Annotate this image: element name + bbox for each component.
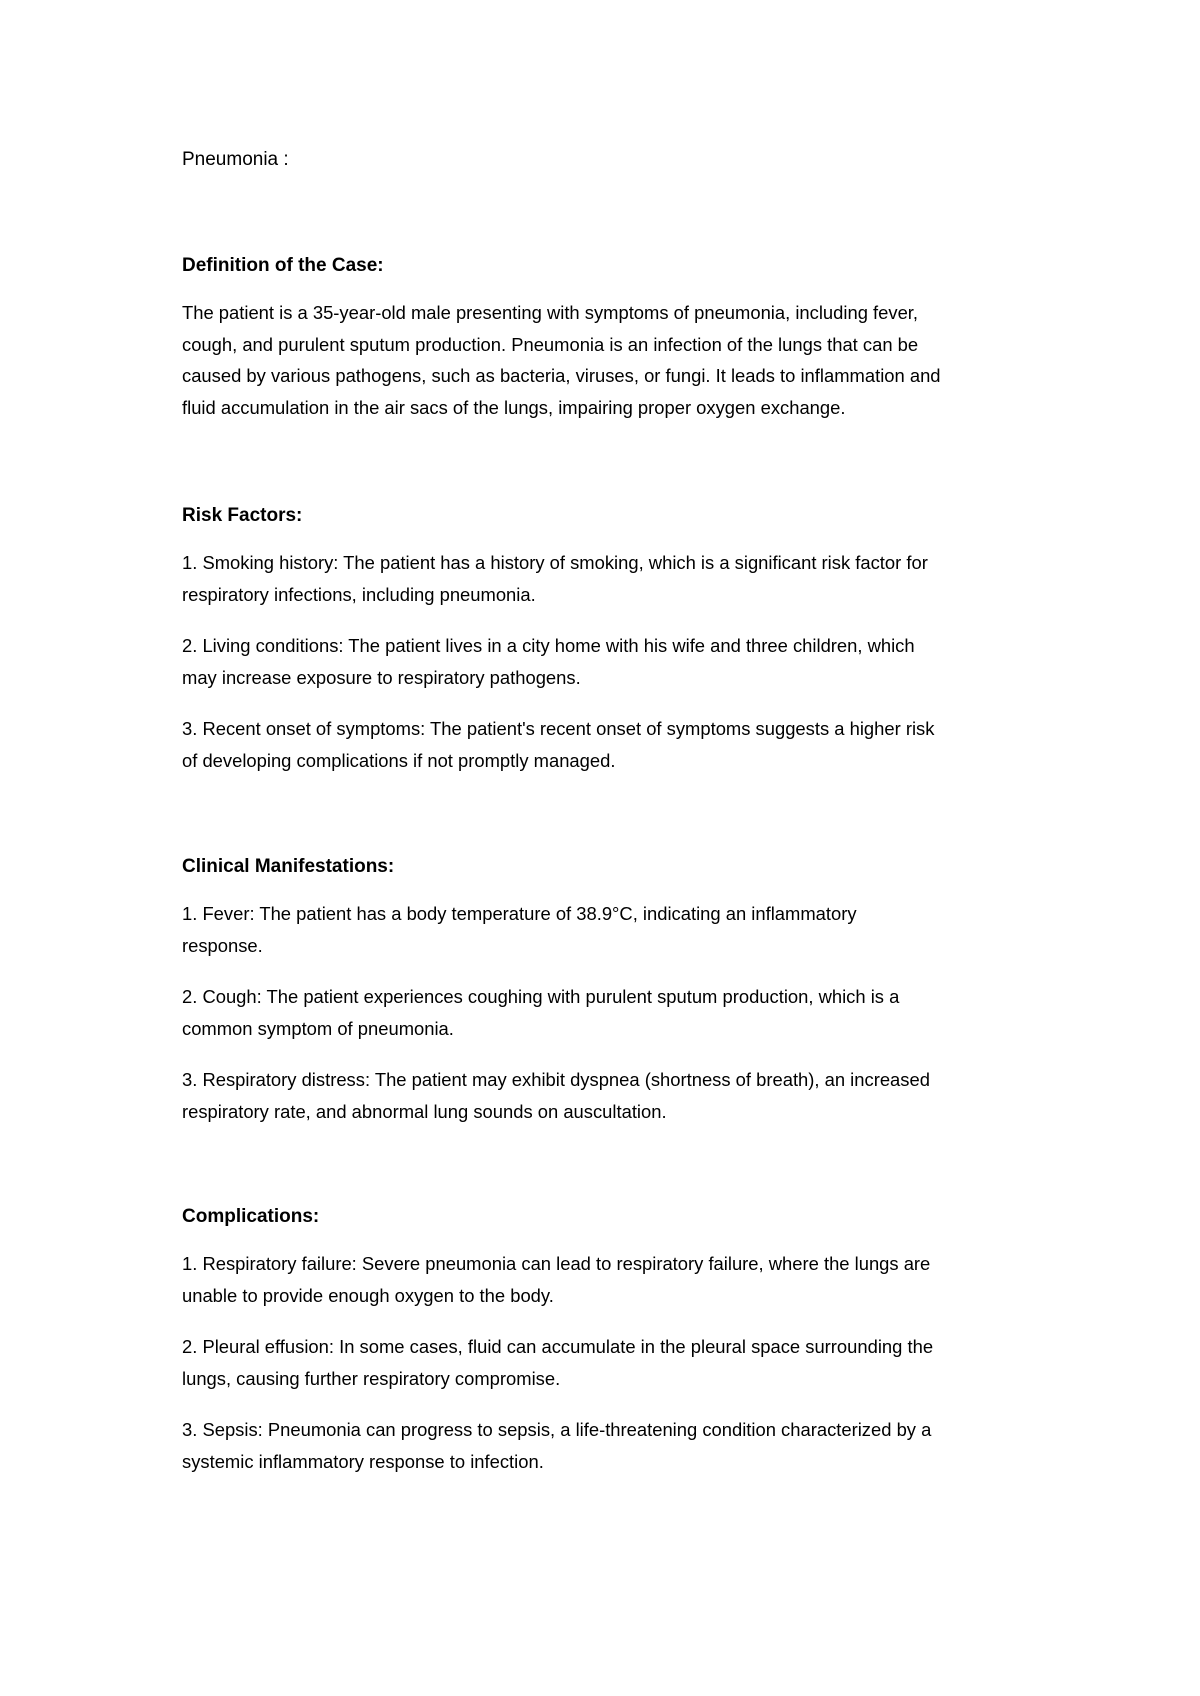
section-heading: Definition of the Case:: [182, 255, 384, 276]
paragraph-line: lungs, causing further respiratory compromise.: [182, 1367, 561, 1389]
section-heading: Complications:: [182, 1206, 320, 1227]
paragraph-line: 3. Sepsis: Pneumonia can progress to sepsis, a life-threatening condition characterized by a: [182, 1419, 932, 1440]
paragraph-line: unable to provide enough oxygen to the body.: [182, 1284, 554, 1306]
list-item: [182, 630, 1042, 693]
document-title: Pneumonia :: [182, 149, 289, 170]
paragraph-line: fluid accumulation in the air sacs of the lungs, impairing proper oxygen exchange.: [182, 396, 846, 418]
paragraph-line: respiratory infections, including pneumonia.: [182, 583, 536, 605]
section-risk-factors: [182, 504, 1042, 796]
paragraph-line: 2. Pleural effusion: In some cases, fluid can accumulate in the pleural space surrounding the: [182, 1336, 934, 1357]
paragraph-line: 2. Living conditions: The patient lives in a city home with his wife and three children, which: [182, 635, 915, 656]
paragraph-line: 3. Recent onset of symptoms: The patient's recent onset of symptoms suggests a higher risk: [182, 718, 935, 739]
paragraph: [182, 297, 1042, 423]
paragraph-line: 1. Smoking history: The patient has a history of smoking, which is a significant risk factor for: [182, 552, 928, 573]
paragraph-line: may increase exposure to respiratory pathogens.: [182, 666, 581, 688]
paragraph-line: 1. Respiratory failure: Severe pneumonia can lead to respiratory failure, where the lungs are: [182, 1253, 931, 1274]
list-item: [182, 1414, 1042, 1477]
list-item: [182, 1064, 1042, 1127]
paragraph-line: response.: [182, 934, 263, 956]
paragraph-line: cough, and purulent sputum production. Pneumonia is an infection of the lungs that can be: [182, 333, 919, 355]
list-item: [182, 898, 1042, 961]
paragraph-line: caused by various pathogens, such as bacteria, viruses, or fungi. It leads to inflammation and: [182, 365, 941, 386]
section-definition: [182, 254, 1042, 443]
list-item: [182, 547, 1042, 610]
paragraph-line: respiratory rate, and abnormal lung sounds on auscultation.: [182, 1100, 667, 1122]
paragraph-line: common symptom of pneumonia.: [182, 1017, 454, 1039]
list-item: [182, 1248, 1042, 1311]
paragraph-line: of developing complications if not promptly managed.: [182, 749, 616, 771]
paragraph-line: 1. Fever: The patient has a body temperature of 38.9°C, indicating an inflammatory: [182, 903, 857, 924]
paragraph-line: 2. Cough: The patient experiences coughing with purulent sputum production, which is a: [182, 986, 900, 1007]
paragraph-line: 3. Respiratory distress: The patient may exhibit dyspnea (shortness of breath), an increased: [182, 1069, 930, 1090]
section-complications: [182, 1205, 1042, 1497]
paragraph-line: systemic inflammatory response to infection.: [182, 1450, 544, 1472]
section-heading: Risk Factors:: [182, 505, 303, 526]
section-heading: Clinical Manifestations:: [182, 856, 395, 877]
section-clinical-manifestations: [182, 855, 1042, 1147]
list-item: [182, 713, 1042, 776]
list-item: [182, 1331, 1042, 1394]
paragraph-line: The patient is a 35-year-old male presenting with symptoms of pneumonia, including fever,: [182, 302, 919, 323]
list-item: [182, 981, 1042, 1044]
